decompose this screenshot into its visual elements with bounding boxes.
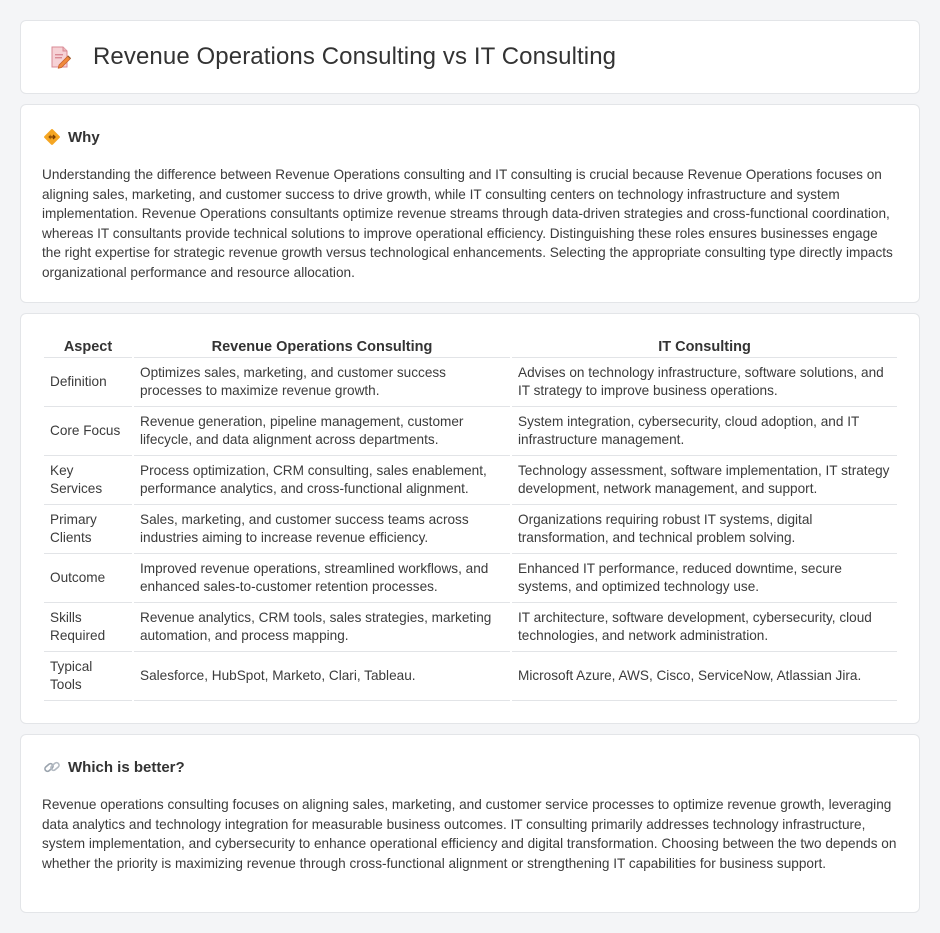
table-row xyxy=(44,358,897,407)
it-consulting-cell: Technology assessment, software implementation, IT strategy development, network management, and support. xyxy=(512,456,897,505)
why-header xyxy=(43,128,100,146)
it-consulting-cell: Organizations requiring robust IT systems, digital transformation, and technical problem solving. xyxy=(512,505,897,554)
comparison-table xyxy=(42,334,899,701)
table-row xyxy=(44,554,897,603)
table-row xyxy=(44,456,897,505)
revenue-ops-cell: Improved revenue operations, streamlined workflows, and enhanced sales-to-customer retention processes. xyxy=(134,554,510,603)
why-heading: Why xyxy=(68,128,100,146)
header-aspect: Aspect xyxy=(44,334,132,358)
better-header xyxy=(43,758,185,776)
revenue-ops-cell: Optimizes sales, marketing, and customer success processes to maximize revenue growth. xyxy=(134,358,510,407)
aspect-cell: Outcome xyxy=(44,554,132,603)
it-consulting-cell: IT architecture, software development, cybersecurity, cloud technologies, and network administration. xyxy=(512,603,897,652)
better-text: Revenue operations consulting focuses on aligning sales, marketing, and customer service processes to optimize revenue growth, leveraging data analytics and technology integration for measurable business outcomes. IT consulting primarily addresses technology infrastructure, system implementation, and cybersecurity to enhance operational efficiency and digital transformation. Choosing between the two depends on whether the priority is maximizing revenue through cross-functional alignment or strengthening IT capabilities for business support. xyxy=(42,797,897,871)
title-card xyxy=(20,20,920,94)
which-is-better-section xyxy=(20,734,920,913)
aspect-cell: Typical Tools xyxy=(44,652,132,701)
comparison-section xyxy=(20,313,920,724)
table-row xyxy=(44,652,897,701)
table-row xyxy=(44,603,897,652)
aspect-cell: Key Services xyxy=(44,456,132,505)
revenue-ops-cell: Revenue analytics, CRM tools, sales strategies, marketing automation, and process mapping. xyxy=(134,603,510,652)
it-consulting-cell: Advises on technology infrastructure, software solutions, and IT strategy to improve business operations. xyxy=(512,358,897,407)
header-it-consulting: IT Consulting xyxy=(512,334,897,358)
revenue-ops-cell: Sales, marketing, and customer success teams across industries aiming to increase revenue efficiency. xyxy=(134,505,510,554)
table-row xyxy=(44,407,897,456)
aspect-cell: Skills Required xyxy=(44,603,132,652)
it-consulting-cell: Microsoft Azure, AWS, Cisco, ServiceNow, Atlassian Jira. xyxy=(512,652,897,701)
link-icon xyxy=(43,758,61,776)
revenue-ops-cell: Salesforce, HubSpot, Marketo, Clari, Tableau. xyxy=(134,652,510,701)
it-consulting-cell: System integration, cybersecurity, cloud adoption, and IT infrastructure management. xyxy=(512,407,897,456)
revenue-ops-cell: Revenue generation, pipeline management, customer lifecycle, and data alignment across departments. xyxy=(134,407,510,456)
header-revenue-operations: Revenue Operations Consulting xyxy=(134,334,510,358)
why-text: Understanding the difference between Revenue Operations consulting and IT consulting is crucial because Revenue Operations focuses on aligning sales, marketing, and customer success to drive growth, while IT consulting centers on technology infrastructure and system implementation. Revenue Operations consultants optimize revenue streams through data-driven strategies and cross-functional coordination, whereas IT consultants provide technical solutions to improve operational efficiency. Distinguishing these roles ensures businesses engage the right expertise for strategic revenue growth versus technological enhancements. Selecting the appropriate consulting type directly impacts organizational performance and resource allocation. xyxy=(42,167,893,280)
why-section xyxy=(20,104,920,303)
table-row xyxy=(44,505,897,554)
page-title: Revenue Operations Consulting vs IT Consulting xyxy=(93,43,617,70)
aspect-cell: Core Focus xyxy=(44,407,132,456)
aspect-cell: Primary Clients xyxy=(44,505,132,554)
document-pencil-icon xyxy=(47,44,73,70)
diamond-arrows-icon xyxy=(43,128,61,146)
better-heading: Which is better? xyxy=(68,758,185,776)
revenue-ops-cell: Process optimization, CRM consulting, sales enablement, performance analytics, and cross-functional alignment. xyxy=(134,456,510,505)
aspect-cell: Definition xyxy=(44,358,132,407)
table-header-row xyxy=(44,334,897,358)
it-consulting-cell: Enhanced IT performance, reduced downtime, secure systems, and optimized technology use. xyxy=(512,554,897,603)
